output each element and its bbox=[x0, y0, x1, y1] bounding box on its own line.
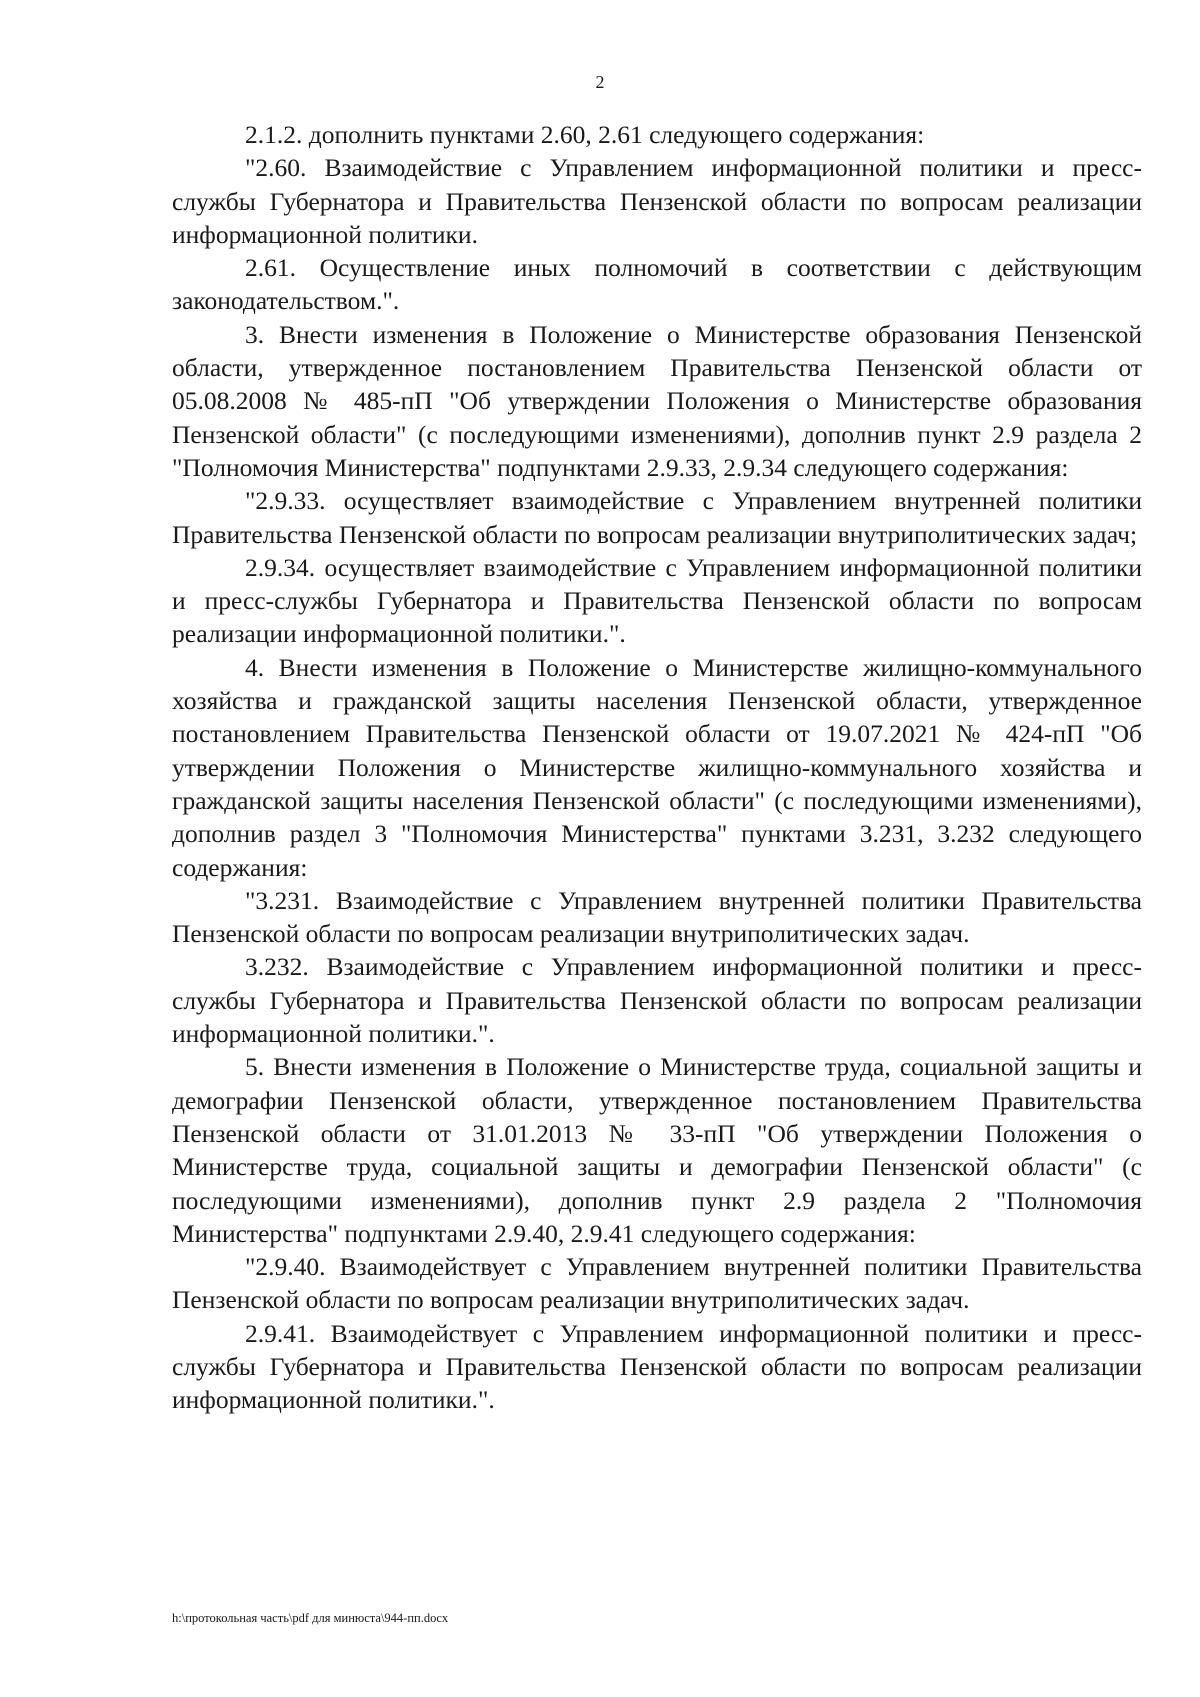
page-number: 2 bbox=[595, 72, 605, 92]
footer-file-path: h:\протокольная часть\pdf для минюста\944-пп.docx bbox=[172, 1611, 449, 1625]
paragraph-3: 3. Внести изменения в Положение о Министерстве образования Пензенской области, утвержденное постановлением Правительства Пензенской области от 05.08.2008 № 485-пП "Об утверждении Положения о Министерстве образования Пензенской области" (с последующими изменениями), дополнив пункт 2.9 раздела 2 "Полномочия Министерства" подпунктами 2.9.33, 2.9.34 следующего содержания: bbox=[172, 319, 1142, 482]
paragraph-2-1-2: 2.1.2. дополнить пунктами 2.60, 2.61 следующего содержания: bbox=[245, 120, 925, 149]
paragraph-2-9-40: "2.9.40. Взаимодействует с Управлением внутренней политики Правительства Пензенской области по вопросам реализации внутриполитических задач. bbox=[172, 1252, 1142, 1315]
paragraph-3-231: "3.231. Взаимодействие с Управлением внутренней политики Правительства Пензенской области по вопросам реализации внутриполитических задач. bbox=[172, 885, 1142, 949]
paragraph-2-9-34: 2.9.34. осуществляет взаимодействие с Управлением информационной политики и пресс-службы Губернатора и Правительства Пензенской области по вопросам реализации информационной политики.". bbox=[172, 552, 1142, 649]
paragraph-2-60: "2.60. Взаимодействие с Управлением информационной политики и пресс-службы Губернатора и Правительства Пензенской области по вопросам реализации информационной политики. bbox=[172, 153, 1142, 249]
paragraph-4: 4. Внести изменения в Положение о Министерстве жилищно-коммунального хозяйства и гражданской защиты населения Пензенской области, утвержденное постановлением Правительства Пензенской области от 19.07.2021 № 424-пП "Об утверждении Положения о Министерстве жилищно-коммунального хозяйства и гражданской защиты населения Пензенской области" (с последующими изменениями), дополнив раздел 3 "Полномочия Министерства" пунктами 3.231, 3.232 следующего содержания: bbox=[172, 652, 1142, 882]
paragraph-3-232: 3.232. Взаимодействие с Управлением информационной политики и пресс-службы Губернатора и Правительства Пензенской области по вопросам реализации информационной политики.". bbox=[172, 952, 1142, 1049]
paragraph-2-9-41: 2.9.41. Взаимодействует с Управлением информационной политики и пресс-службы Губернатора и Правительства Пензенской области по вопросам реализации информационной политики.". bbox=[172, 1318, 1142, 1415]
paragraph-2-61: 2.61. Осуществление иных полномочий в соответствии с действующим законодательством.". bbox=[172, 253, 1142, 316]
paragraph-5: 5. Внести изменения в Положение о Министерстве труда, социальной защиты и демографии Пензенской области, утвержденное постановлением Правительства Пензенской области от 31.01.2013 № 33-пП "Об утверждении Положения о Министерстве труда, социальной защиты и демографии Пензенской области" (с последующими изменениями), дополнив пункт 2.9 раздела 2 "Полномочия Министерства" подпунктами 2.9.40, 2.9.41 следующего содержания: bbox=[172, 1052, 1142, 1248]
paragraph-2-9-33: "2.9.33. осуществляет взаимодействие с Управлением внутренней политики Правительства Пензенской области по вопросам реализации внутриполитических задач; bbox=[172, 486, 1142, 549]
document-body bbox=[172, 118, 1142, 1417]
